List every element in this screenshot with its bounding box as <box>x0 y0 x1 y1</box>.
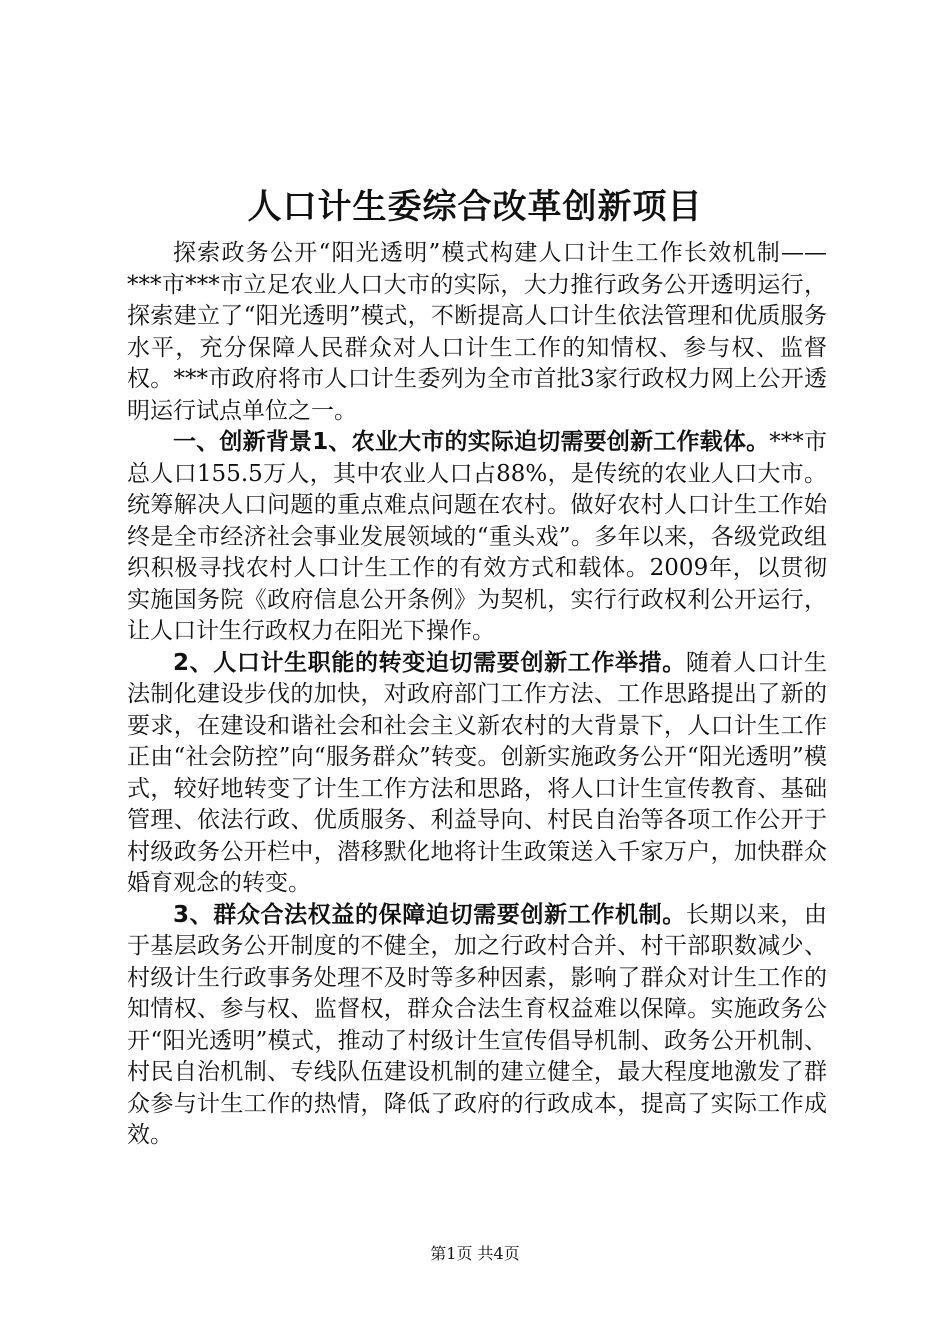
paragraph-background-3 <box>127 900 827 1152</box>
document-title: 人口计生委综合改革创新项目 <box>247 187 703 227</box>
paragraph-lead: 2、人口计生职能的转变迫切需要创新工作举措。 <box>173 649 686 676</box>
document-body <box>127 238 827 1152</box>
paragraph-lead: 3、群众合法权益的保障迫切需要创新工作机制。 <box>173 901 686 928</box>
paragraph-lead: 一、创新背景1、农业大市的实际迫切需要创新工作载体。 <box>173 429 770 455</box>
paragraph-text: 长期以来，由于基层政务公开制度的不健全，加之行政村合并、村干部职数减少、村级计生行政事务处理不及时等多种因素，影响了群众对计生工作的知情权、参与权、监督权，群众合法生育权益难以保障。实施政务公开“阳光透明”模式，推动了村级计生宣传倡导机制、政务公开机制、村民自治机制、专线队伍建设机制的建立健全，最大程度地激发了群众参与计生工作的热情，降低了政府的行政成本，提高了实际工作成效。 <box>127 901 827 1148</box>
paragraph-text: 随着人口计生法制化建设步伐的加快，对政府部门工作方法、工作思路提出了新的要求，在建设和谐社会和社会主义新农村的大背景下，人口计生工作正由“社会防控”向“服务群众”转变。创新实施政务公开“阳光透明”模式，较好地转变了计生工作方法和思路，将人口计生宣传教育、基础管理、依法行政、优质服务、利益导向、村民自治等各项工作公开于村级政务公开栏中，潜移默化地将计生政策送入千家万户，加快群众婚育观念的转变。 <box>127 649 827 896</box>
page-number-footer: 第1页 共4页 <box>430 1244 520 1263</box>
paragraph-text: 探索政务公开“阳光透明”模式构建人口计生工作长效机制——***市***市立足农业人口大市的实际，大力推行政务公开透明运行，探索建立了“阳光透明”模式，不断提高人口计生依法管理和优质服务水平，充分保障人民群众对人口计生工作的知情权、参与权、监督权。***市政府将市人口计生委列为全市首批3家行政权力网上公开透明运行试点单位之一。 <box>127 240 827 424</box>
paragraph-background-2 <box>127 648 827 900</box>
paragraph-background-1 <box>127 427 827 648</box>
paragraph-intro <box>127 238 827 427</box>
paragraph-text: ***市总人口155.5万人，其中农业人口占88%，是传统的农业人口大市。统筹解决人口问题的重点难点问题在农村。做好农村人口计生工作始终是全市经济社会事业发展领域的“重头戏”。多年以来，各级党政组织积极寻找农村人口计生工作的有效方式和载体。2009年，以贯彻实施国务院《政府信息公开条例》为契机，实行行政权利公开运行，让人口计生行政权力在阳光下操作。 <box>127 429 827 644</box>
